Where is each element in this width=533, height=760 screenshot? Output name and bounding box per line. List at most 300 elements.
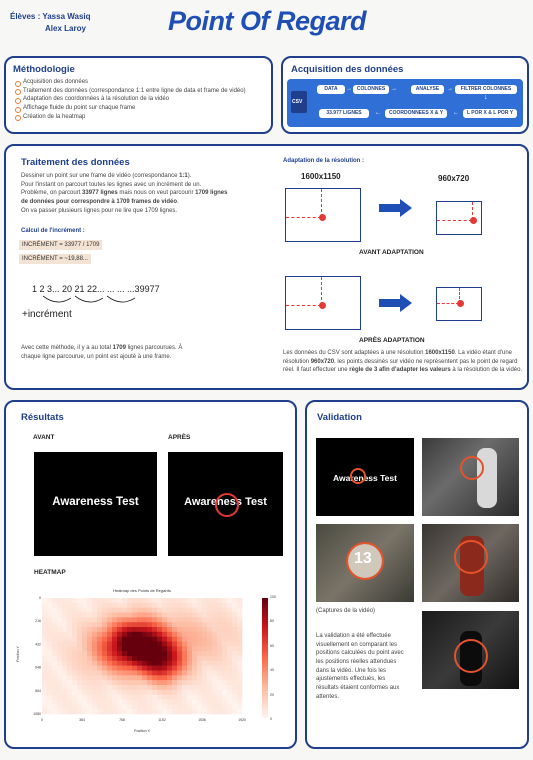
- heatmap-colorbar: [262, 598, 268, 718]
- heatmap-cell: [177, 646, 182, 651]
- heatmap-cell: [227, 646, 232, 651]
- heatmap-cell: [172, 671, 177, 676]
- heatmap-cell: [157, 632, 162, 637]
- heatmap-cell: [182, 685, 187, 690]
- heatmap-cell: [122, 642, 127, 647]
- heatmap-cell: [172, 661, 177, 666]
- heatmap-cell: [157, 675, 162, 680]
- heatmap-cell: [162, 622, 167, 627]
- heatmap-cell: [107, 656, 112, 661]
- heatmap-cell: [182, 608, 187, 613]
- heatmap-cell: [102, 617, 107, 622]
- video-title-text: Awareness Test: [52, 496, 139, 508]
- heatmap-cell: [217, 622, 222, 627]
- heatmap-cell: [212, 598, 217, 603]
- heatmap-cell: [67, 671, 72, 676]
- heatmap-cell: [87, 690, 92, 695]
- heatmap-cell: [152, 709, 157, 714]
- heatmap-cell: [77, 608, 82, 613]
- heatmap-cell: [187, 685, 192, 690]
- heatmap-cell: [67, 608, 72, 613]
- heatmap-cell: [47, 700, 52, 705]
- heatmap-cell: [222, 603, 227, 608]
- heatmap-cell: [222, 666, 227, 671]
- text-span: Avec cette méthode, il y a au total: [21, 345, 113, 351]
- heatmap-cell: [132, 680, 137, 685]
- heatmap-cell: [227, 617, 232, 622]
- heatmap-x-label: Position X: [134, 729, 150, 733]
- methodologie-panel: [4, 56, 273, 134]
- heatmap-cell: [142, 704, 147, 709]
- heatmap-cell: [207, 680, 212, 685]
- heatmap-cell: [132, 651, 137, 656]
- heatmap-cell: [142, 675, 147, 680]
- heatmap-cell: [122, 627, 127, 632]
- heatmap-cell: [52, 695, 57, 700]
- heatmap-cell: [162, 656, 167, 661]
- heatmap-cell: [157, 704, 162, 709]
- cbar-tick: 0: [270, 716, 272, 721]
- heatmap-cell: [57, 608, 62, 613]
- heatmap-cell: [222, 642, 227, 647]
- heatmap-cell: [197, 661, 202, 666]
- heatmap-cell: [237, 603, 242, 608]
- heatmap-cell: [227, 661, 232, 666]
- heatmap-cell: [142, 646, 147, 651]
- heatmap-cell: [192, 603, 197, 608]
- heatmap-cell: [212, 651, 217, 656]
- heatmap-cell: [137, 685, 142, 690]
- heatmap-cell: [152, 608, 157, 613]
- heatmap-cell: [162, 627, 167, 632]
- heatmap-cell: [122, 613, 127, 618]
- heatmap-cell: [77, 651, 82, 656]
- heatmap-cell: [192, 642, 197, 647]
- heatmap-cell: [47, 709, 52, 714]
- heatmap-cell: [202, 637, 207, 642]
- heatmap-cell: [182, 637, 187, 642]
- heatmap-cell: [62, 632, 67, 637]
- heatmap-cell: [157, 598, 162, 603]
- heatmap-cell: [167, 700, 172, 705]
- heatmap-cell: [137, 598, 142, 603]
- heatmap-cell: [87, 675, 92, 680]
- heatmap-cell: [52, 632, 57, 637]
- heatmap-cell: [232, 646, 237, 651]
- flow-step-analyse: ANALYSE: [411, 85, 444, 94]
- heatmap-cell: [157, 690, 162, 695]
- heatmap-cell: [57, 598, 62, 603]
- heatmap-cell: [237, 656, 242, 661]
- heatmap-cell: [82, 603, 87, 608]
- heatmap-cell: [182, 603, 187, 608]
- heatmap-cell: [57, 661, 62, 666]
- heatmap-cell: [192, 709, 197, 714]
- heatmap-cell: [162, 617, 167, 622]
- heatmap-cell: [127, 656, 132, 661]
- heatmap-cell: [47, 661, 52, 666]
- heatmap-cell: [67, 651, 72, 656]
- heatmap-cell: [227, 637, 232, 642]
- heatmap-cell: [232, 598, 237, 603]
- heatmap-cell: [107, 651, 112, 656]
- heatmap-cell: [132, 598, 137, 603]
- heatmap-cell: [137, 675, 142, 680]
- heatmap-cell: [112, 642, 117, 647]
- cbar-tick: 100: [270, 595, 276, 599]
- validation-description: La validation a été effectuée visuellement en comparant les positions calculées du point avec les positions réelles attendues dans la vidéo. Une fois les ajustements effectués, les résultats étaient conformes aux attentes.: [316, 633, 404, 700]
- heatmap-cell: [162, 608, 167, 613]
- heatmap-cell: [127, 709, 132, 714]
- heatmap-cell: [52, 627, 57, 632]
- heatmap-cell: [47, 642, 52, 647]
- arrow-down-icon: ↓: [484, 94, 488, 101]
- heatmap-cell: [82, 695, 87, 700]
- heatmap-cell: [207, 632, 212, 637]
- heatmap-cell: [42, 704, 47, 709]
- heatmap-cell: [52, 646, 57, 651]
- heatmap-cell: [62, 613, 67, 618]
- heatmap-cell: [192, 598, 197, 603]
- heatmap-cell: [227, 685, 232, 690]
- heatmap-cell: [177, 627, 182, 632]
- heatmap-cell: [152, 617, 157, 622]
- heatmap-cell: [157, 642, 162, 647]
- heatmap-cell: [212, 642, 217, 647]
- heatmap-cell: [217, 632, 222, 637]
- heatmap-cell: [42, 666, 47, 671]
- heatmap-cell: [212, 704, 217, 709]
- heatmap-cell: [162, 632, 167, 637]
- heatmap-cell: [157, 613, 162, 618]
- heatmap-cell: [227, 675, 232, 680]
- heatmap-cell: [162, 598, 167, 603]
- heatmap-cell: [62, 608, 67, 613]
- heatmap-cell: [112, 603, 117, 608]
- heatmap-cell: [212, 675, 217, 680]
- heatmap-cell: [202, 622, 207, 627]
- heatmap-cell: [202, 627, 207, 632]
- heatmap-cell: [187, 637, 192, 642]
- heatmap-cell: [187, 646, 192, 651]
- heatmap-cell: [97, 685, 102, 690]
- heatmap-cell: [102, 646, 107, 651]
- heatmap-cell: [147, 680, 152, 685]
- heatmap-cell: [87, 656, 92, 661]
- adaptation-desc: [283, 349, 523, 375]
- arrow-head: [400, 199, 412, 217]
- heatmap-cell: [147, 622, 152, 627]
- heatmap-cell: [77, 685, 82, 690]
- gaze-ring: [215, 493, 239, 517]
- arrow-left-icon: ←: [453, 110, 459, 116]
- heatmap-cell: [107, 642, 112, 647]
- heatmap-cell: [137, 617, 142, 622]
- capture-ball-13: [316, 524, 414, 602]
- methodologie-list: [15, 78, 270, 121]
- heatmap-cell: [82, 646, 87, 651]
- heatmap-cell: [107, 598, 112, 603]
- heatmap-cell: [217, 656, 222, 661]
- flow-step-coords: COORDONNEES X & Y: [385, 109, 447, 118]
- heatmap-cell: [202, 613, 207, 618]
- heatmap-cell: [187, 651, 192, 656]
- heatmap-cell: [237, 675, 242, 680]
- heatmap-cell: [52, 690, 57, 695]
- heatmap-cell: [117, 656, 122, 661]
- heatmap-cell: [117, 617, 122, 622]
- heatmap-cell: [122, 661, 127, 666]
- heatmap-cell: [52, 617, 57, 622]
- heatmap-cell: [137, 661, 142, 666]
- heatmap-cell: [77, 704, 82, 709]
- heatmap-cell: [87, 598, 92, 603]
- y-tick-label: 0: [39, 596, 41, 600]
- heatmap-cell: [157, 666, 162, 671]
- heatmap-cell: [162, 603, 167, 608]
- heatmap-cell: [62, 603, 67, 608]
- heatmap-cell: [127, 690, 132, 695]
- heatmap-cell: [107, 685, 112, 690]
- heatmap-cell: [212, 646, 217, 651]
- x-tick-label: 1152: [158, 718, 166, 722]
- heatmap-cell: [72, 671, 77, 676]
- heatmap-cell: [212, 661, 217, 666]
- heatmap-cell: [202, 651, 207, 656]
- heatmap-cell: [197, 632, 202, 637]
- heatmap-cell: [182, 675, 187, 680]
- heatmap-cell: [237, 671, 242, 676]
- heatmap-cell: [57, 704, 62, 709]
- heatmap-cell: [72, 690, 77, 695]
- heatmap-cell: [122, 608, 127, 613]
- heatmap-cell: [77, 603, 82, 608]
- heatmap-cell: [167, 613, 172, 618]
- heatmap-cell: [97, 690, 102, 695]
- heatmap-cell: [112, 700, 117, 705]
- heatmap-cell: [72, 613, 77, 618]
- heatmap-cell: [157, 627, 162, 632]
- heatmap-cell: [167, 685, 172, 690]
- heatmap-cell: [92, 622, 97, 627]
- heatmap-cell: [122, 632, 127, 637]
- heatmap-cell: [207, 617, 212, 622]
- heatmap-cell: [177, 632, 182, 637]
- heatmap-cell: [117, 690, 122, 695]
- heatmap-cell: [232, 651, 237, 656]
- before-adaptation-label: AVANT ADAPTATION: [359, 249, 424, 256]
- heatmap-cell: [152, 704, 157, 709]
- heatmap-cell: [177, 690, 182, 695]
- heatmap-cell: [132, 690, 137, 695]
- heatmap-cell: [132, 632, 137, 637]
- heatmap-cell: [57, 700, 62, 705]
- heatmap-cell: [47, 690, 52, 695]
- heatmap-cell: [112, 598, 117, 603]
- flow-step-colonnes: COLONNES: [353, 85, 389, 94]
- heatmap-cell: [102, 622, 107, 627]
- heatmap-cell: [72, 680, 77, 685]
- heatmap-cell: [87, 661, 92, 666]
- heatmap-cell: [72, 632, 77, 637]
- heatmap-cell: [147, 613, 152, 618]
- heatmap-cell: [172, 617, 177, 622]
- video-title-text: Awareness Test: [184, 496, 267, 508]
- heatmap-cell: [227, 666, 232, 671]
- heatmap-cell: [102, 661, 107, 666]
- heatmap-cell: [197, 709, 202, 714]
- heatmap-cell: [147, 685, 152, 690]
- heatmap-cell: [122, 685, 127, 690]
- heatmap-cell: [77, 627, 82, 632]
- heatmap-cell: [227, 598, 232, 603]
- heatmap-cell: [132, 685, 137, 690]
- heatmap-cell: [237, 709, 242, 714]
- heatmap-cell: [217, 598, 222, 603]
- heatmap-cell: [112, 627, 117, 632]
- heatmap-cell: [47, 646, 52, 651]
- heatmap: [34, 594, 250, 722]
- screen-small-before: [436, 201, 482, 235]
- heatmap-cell: [192, 704, 197, 709]
- res-big-label: 1600x1150: [301, 172, 341, 181]
- heatmap-cell: [232, 632, 237, 637]
- heatmap-cell: [202, 704, 207, 709]
- heatmap-cell: [87, 680, 92, 685]
- heatmap-cell: [52, 598, 57, 603]
- heatmap-cell: [77, 598, 82, 603]
- heatmap-cell: [97, 709, 102, 714]
- heatmap-cell: [107, 680, 112, 685]
- heatmap-cell: [82, 622, 87, 627]
- heatmap-cell: [207, 598, 212, 603]
- heatmap-cell: [107, 632, 112, 637]
- heatmap-cell: [82, 598, 87, 603]
- heatmap-cell: [207, 695, 212, 700]
- heatmap-cell: [192, 637, 197, 642]
- acquisition-panel: [281, 56, 529, 134]
- heatmap-cell: [172, 680, 177, 685]
- heatmap-cell: [62, 656, 67, 661]
- heatmap-cell: [207, 700, 212, 705]
- heatmap-cell: [87, 608, 92, 613]
- heatmap-cell: [157, 661, 162, 666]
- text-span: 1709 lignes de données pour correspondre à 1709 frames de vidéo: [21, 190, 228, 206]
- heatmap-cell: [207, 646, 212, 651]
- validation-title: Validation: [317, 412, 362, 423]
- heatmap-cell: [217, 695, 222, 700]
- heatmap-cell: [82, 642, 87, 647]
- heatmap-cell: [222, 685, 227, 690]
- heatmap-cell: [67, 646, 72, 651]
- heatmap-cell: [92, 642, 97, 647]
- heatmap-cell: [107, 666, 112, 671]
- heatmap-cell: [197, 617, 202, 622]
- heatmap-label: HEATMAP: [34, 569, 66, 576]
- heatmap-cell: [122, 700, 127, 705]
- heatmap-cell: [197, 608, 202, 613]
- heatmap-cell: [237, 627, 242, 632]
- heatmap-cell: [152, 642, 157, 647]
- heatmap-cell: [167, 642, 172, 647]
- heatmap-cell: [222, 661, 227, 666]
- heatmap-cell: [127, 617, 132, 622]
- heatmap-cell: [97, 627, 102, 632]
- heatmap-cell: [122, 617, 127, 622]
- heatmap-cell: [137, 690, 142, 695]
- heatmap-cell: [207, 704, 212, 709]
- traitement-title: Traitement des données: [21, 157, 130, 168]
- heatmap-cell: [232, 627, 237, 632]
- heatmap-cell: [232, 613, 237, 618]
- heatmap-cell: [182, 627, 187, 632]
- heatmap-cell: [142, 680, 147, 685]
- heatmap-cell: [137, 709, 142, 714]
- heatmap-cell: [167, 704, 172, 709]
- heatmap-cell: [102, 603, 107, 608]
- heatmap-cell: [77, 671, 82, 676]
- heatmap-cell: [72, 709, 77, 714]
- heatmap-cell: [47, 622, 52, 627]
- heatmap-cell: [127, 627, 132, 632]
- list-item: Adaptation des coordonnées à la résolution de la vidéo: [15, 95, 270, 104]
- heatmap-cell: [67, 632, 72, 637]
- heatmap-cell: [197, 603, 202, 608]
- heatmap-cell: [207, 709, 212, 714]
- heatmap-cell: [117, 622, 122, 627]
- heatmap-cell: [77, 680, 82, 685]
- heatmap-cell: [87, 646, 92, 651]
- heatmap-cell: [232, 671, 237, 676]
- gaze-point: [319, 214, 326, 221]
- heatmap-cell: [227, 642, 232, 647]
- heatmap-cell: [217, 642, 222, 647]
- heatmap-cell: [167, 661, 172, 666]
- heatmap-cell: [172, 627, 177, 632]
- heatmap-cell: [67, 603, 72, 608]
- heatmap-cell: [67, 656, 72, 661]
- heatmap-cell: [237, 646, 242, 651]
- heatmap-cell: [82, 651, 87, 656]
- heatmap-cell: [197, 637, 202, 642]
- text-span: Pour l'instant on parcourt toutes les lignes avec un incrément de un.: [21, 181, 202, 188]
- heatmap-cell: [132, 613, 137, 618]
- heatmap-cell: [127, 632, 132, 637]
- heatmap-cell: [62, 617, 67, 622]
- heatmap-cell: [107, 646, 112, 651]
- heatmap-cell: [142, 690, 147, 695]
- heatmap-cell: [187, 671, 192, 676]
- screen-big-after: [285, 276, 361, 330]
- heatmap-cell: [67, 709, 72, 714]
- heatmap-cell: [187, 608, 192, 613]
- gaze-ring: [350, 468, 366, 484]
- heatmap-cell: [167, 666, 172, 671]
- heatmap-cell: [67, 661, 72, 666]
- heatmap-cell: [237, 651, 242, 656]
- heatmap-cell: [162, 675, 167, 680]
- cbar-ticks: [270, 595, 276, 721]
- heatmap-cell: [67, 637, 72, 642]
- heatmap-cell: [182, 598, 187, 603]
- cbar-tick: 20: [270, 692, 274, 697]
- heatmap-cell: [57, 613, 62, 618]
- heatmap-cell: [217, 603, 222, 608]
- heatmap-cell: [92, 656, 97, 661]
- heatmap-cell: [152, 598, 157, 603]
- heatmap-cell: [102, 598, 107, 603]
- video-frame-after: [168, 452, 283, 556]
